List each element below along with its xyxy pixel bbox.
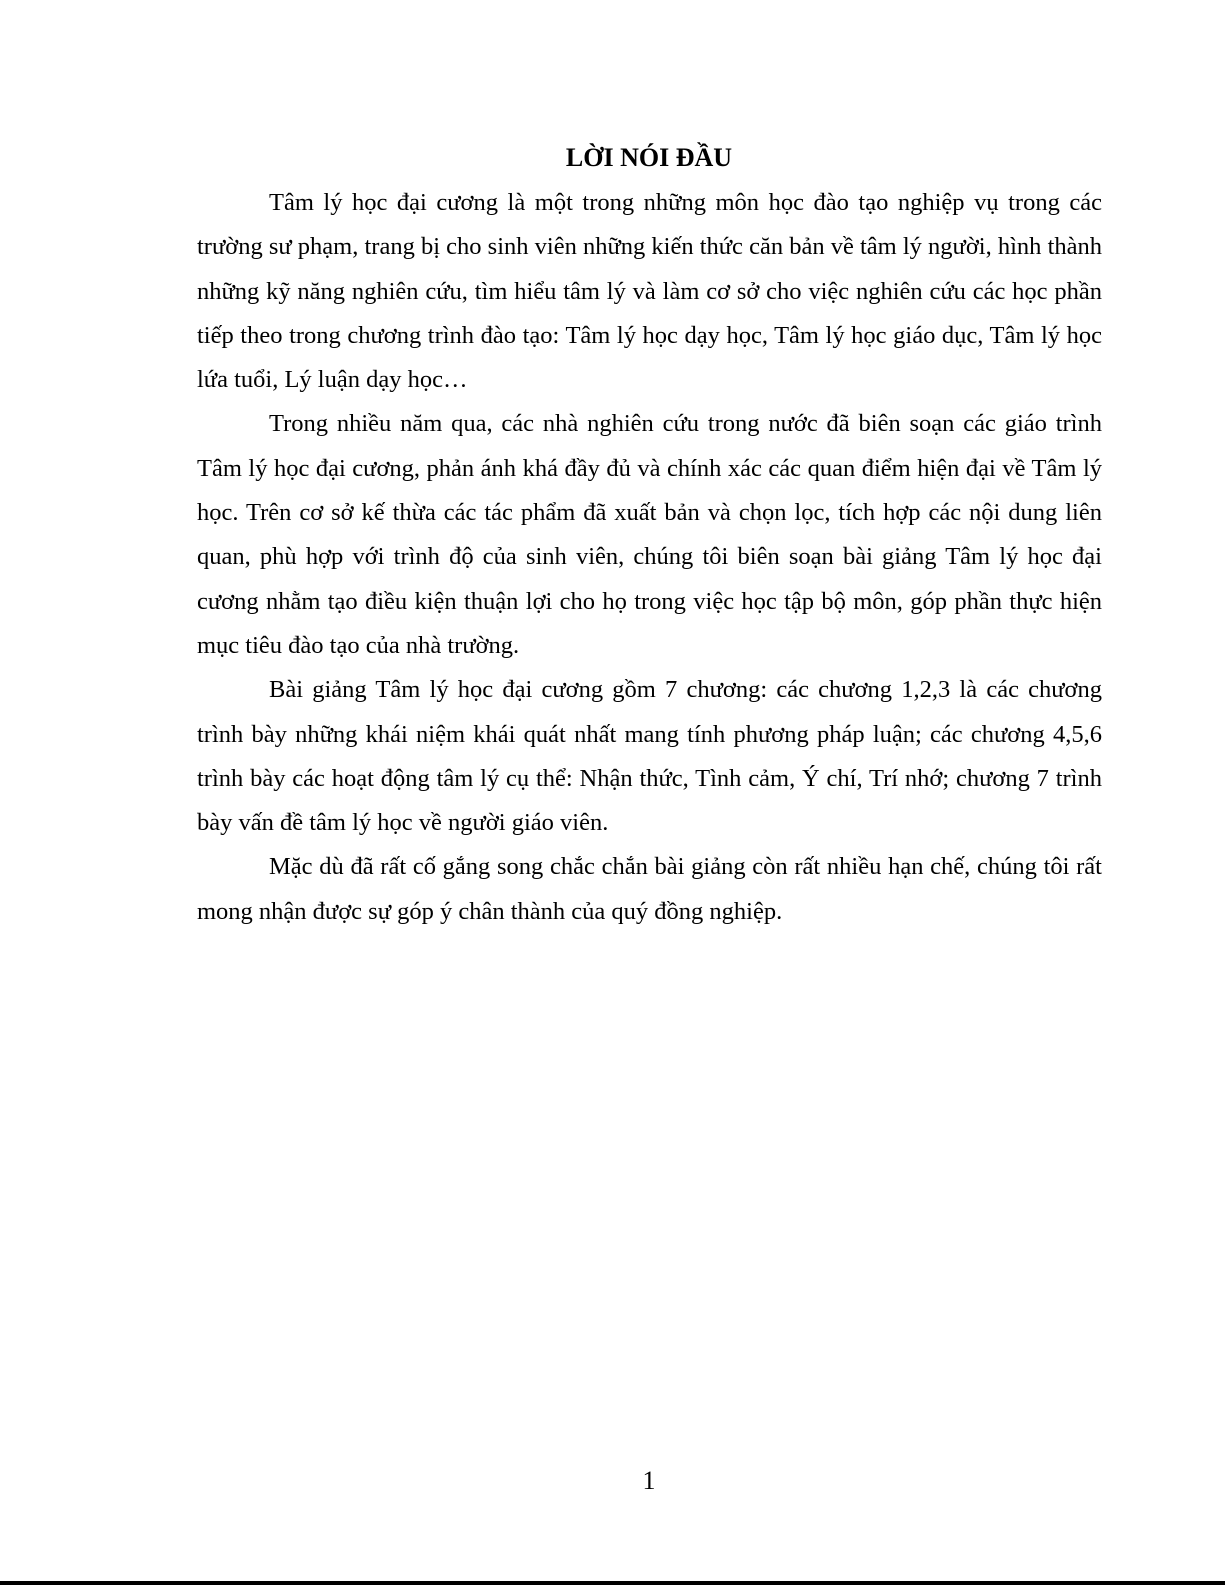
bottom-divider [0, 1581, 1225, 1585]
paragraph-closing: Mặc dù đã rất cố gắng song chắc chắn bài giảng còn rất nhiều hạn chế, chúng tôi rất mong nhận được sự góp ý chân thành của quý đồng nghiệp. [197, 853, 1102, 925]
paragraph-structure: Bài giảng Tâm lý học đại cương gồm 7 chương: các chương 1,2,3 là các chương trình bày những khái niệm khái quát nhất mang tính phương pháp luận; các chương 4,5,6 trình bày các hoạt động tâm lý cụ thể: Nhận thức, Tình cảm, Ý chí, Trí nhớ; chương 7 trình bày vấn đề tâm lý học về người giáo viên. [197, 676, 1102, 837]
page-title: LỜI NÓI ĐẦU [565, 143, 733, 172]
paragraph-background: Trong nhiều năm qua, các nhà nghiên cứu trong nước đã biên soạn các giáo trình Tâm lý học đại cương, phản ánh khá đầy đủ và chính xác các quan điểm hiện đại về Tâm lý học. Trên cơ sở kế thừa các tác phẩm đã xuất bản và chọn lọc, tích hợp các nội dung liên quan, phù hợp với trình độ của sinh viên, chúng tôi biên soạn bài giảng Tâm lý học đại cương nhằm tạo điều kiện thuận lợi cho họ trong việc học tập bộ môn, góp phần thực hiện mục tiêu đào tạo của nhà trường. [197, 410, 1102, 659]
paragraph-intro: Tâm lý học đại cương là một trong những môn học đào tạo nghiệp vụ trong các trường sư phạm, trang bị cho sinh viên những kiến thức căn bản về tâm lý người, hình thành những kỹ năng nghiên cứu, tìm hiểu tâm lý và làm cơ sở cho việc nghiên cứu các học phần tiếp theo trong chương trình đào tạo: Tâm lý học dạy học, Tâm lý học giáo dục, Tâm lý học lứa tuổi, Lý luận dạy học… [197, 189, 1102, 394]
body-text [197, 181, 1102, 934]
page-number: 1 [642, 1466, 656, 1495]
